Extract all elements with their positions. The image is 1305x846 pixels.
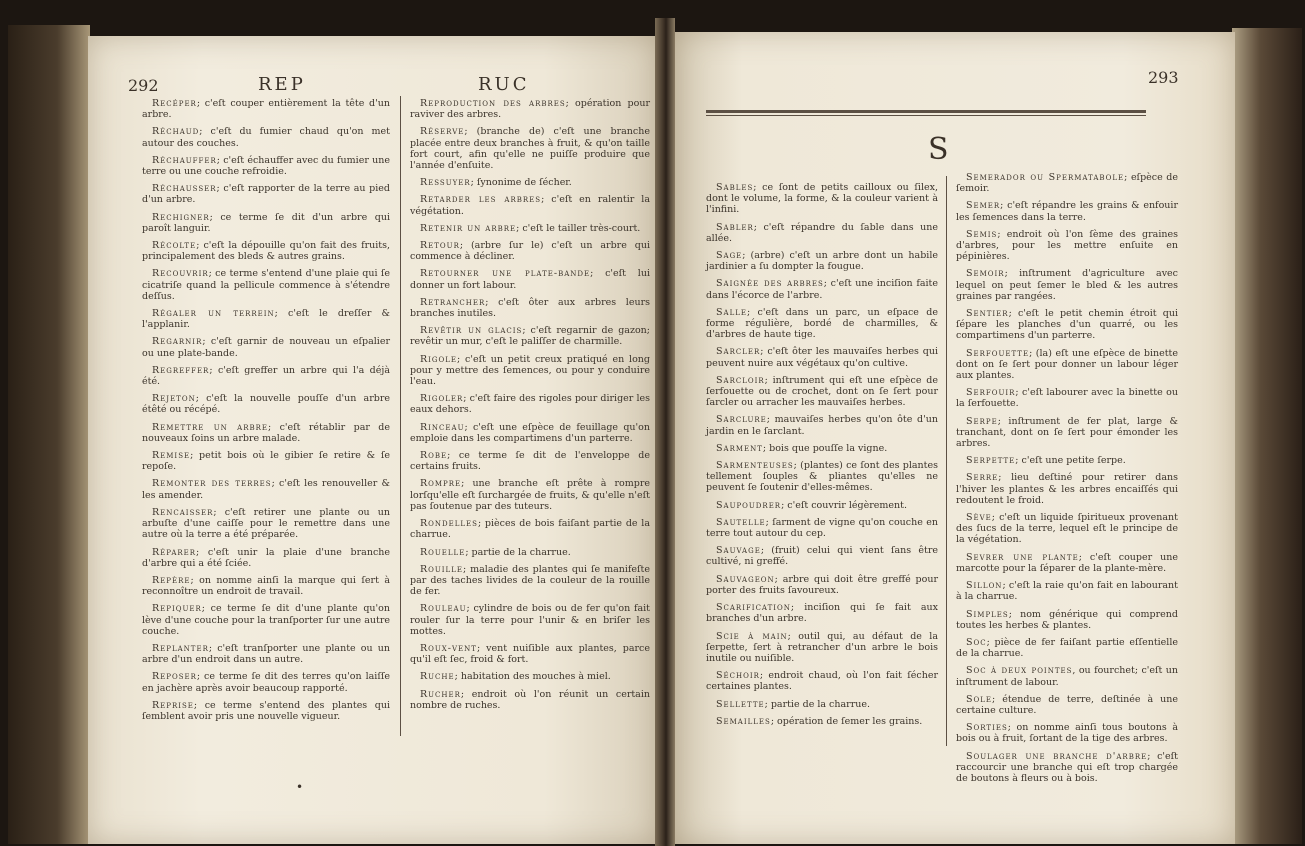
dictionary-entry xyxy=(410,518,650,540)
entry-definition: ; on nomme ainſi tous boutons à bois ou à fruit, ſortant de la tige des arbres. xyxy=(956,722,1178,745)
entry-definition: ; petit bois où le gibier ſe retire & ſe repoſe. xyxy=(142,450,390,473)
entry-headword: Soc xyxy=(966,636,987,648)
entry-definition: ; endroit où l'on réunit un certain nombre de ruches. xyxy=(410,688,650,711)
dictionary-entry xyxy=(410,643,650,665)
entry-definition: ; c'eſt raccourcir une branche qui eſt trop chargée de boutons à fleurs ou à bois. xyxy=(956,750,1178,784)
entry-definition: ; inciſion qui ſe fait aux branches d'un arbre. xyxy=(706,602,938,625)
dictionary-entry xyxy=(142,155,390,177)
entry-headword: Repère xyxy=(152,574,191,586)
dictionary-entry xyxy=(410,547,650,558)
dictionary-entry xyxy=(142,212,390,234)
dictionary-entry xyxy=(142,507,390,541)
entry-headword: Semis xyxy=(966,228,998,240)
dictionary-entry xyxy=(706,460,938,494)
dictionary-entry xyxy=(706,545,938,567)
right-column-divider xyxy=(946,176,947,746)
entry-definition: ; bois que pouſſe la vigne. xyxy=(762,442,888,454)
entry-headword: Réchauffer xyxy=(152,154,217,166)
entry-definition: ; c'eſt unir la plaie d'une branche d'arbre qui a été ſciée. xyxy=(142,546,390,569)
dictionary-entry xyxy=(956,751,1178,785)
entry-headword: Revêtir un glacis xyxy=(420,325,523,337)
entry-definition: ; c'eſt une eſpèce de feuillage qu'on emploie dans les compartimens d'un parterre. xyxy=(410,421,650,444)
entry-definition: ; ce terme s'entend d'une plaie qui ſe cicatriſe quand la pellicule commence à s'étendre deſſus. xyxy=(142,268,390,302)
entry-headword: Sauvageon xyxy=(716,573,775,585)
dictionary-entry xyxy=(142,575,390,597)
entry-definition: ; cylindre de bois ou de fer qu'on fait rouler ſur la terre pour l'unir & en briſer les mottes. xyxy=(410,603,650,637)
entry-headword: Réserve xyxy=(420,126,465,138)
entry-definition: ; c'eſt une inciſion faite dans l'écorce de l'arbre. xyxy=(706,278,938,301)
entry-headword: Rondelles xyxy=(420,518,478,530)
entry-definition: ; c'eſt greffer un arbre qui l'a déjà été. xyxy=(142,364,390,388)
entry-definition: ; c'eſt couper une marcotte pour la ſéparer de la plante-mère. xyxy=(956,551,1178,574)
entry-headword: Séchoir xyxy=(716,670,760,682)
entry-headword: Sarcloir xyxy=(716,374,765,386)
entry-headword: Rucher xyxy=(420,688,461,700)
entry-headword: Soc à deux pointes xyxy=(966,665,1073,677)
entry-headword: Semoir xyxy=(966,268,1005,280)
dictionary-entry xyxy=(410,194,650,216)
entry-headword: Sabler xyxy=(716,221,754,233)
dictionary-entry xyxy=(956,416,1178,450)
dictionary-entry xyxy=(410,478,650,512)
entry-definition: ; pièces de bois faiſant partie de la charrue. xyxy=(410,518,650,541)
entry-definition: ; inſtrument d'agriculture avec lequel on peut ſemer le bled & les autres graines par rangées. xyxy=(956,268,1178,302)
entry-headword: Sarmenteuses xyxy=(716,460,794,472)
dictionary-entry xyxy=(956,200,1178,222)
entry-headword: Retrancher xyxy=(420,296,486,308)
entry-headword: Régaler un terrein xyxy=(152,308,275,320)
dictionary-entry xyxy=(706,414,938,436)
entry-definition: ; ce terme ſe dit de l'enveloppe de certains fruits. xyxy=(410,450,650,473)
entry-definition: ; (branche de) c'eſt une branche placée entre deux branches à fruit, & qu'on taille fort court, afin qu'elle ne puiſſe produire que l'année d'enſuite. xyxy=(410,126,650,172)
dictionary-entry xyxy=(410,268,650,290)
entry-headword: Sarment xyxy=(716,442,763,454)
entry-definition: ; c'eſt lui donner un fort labour. xyxy=(410,268,650,291)
entry-headword: Retenir un arbre xyxy=(420,222,517,234)
entry-definition: ; on nomme ainſi la marque qui ſert à reconnoître un endroit de travail. xyxy=(142,574,390,598)
entry-headword: Simples xyxy=(966,608,1009,620)
entry-headword: Retarder les arbres xyxy=(420,194,542,206)
entry-headword: Recéper xyxy=(152,98,197,109)
dictionary-entry xyxy=(706,602,938,624)
entry-headword: Sève xyxy=(966,512,992,524)
dictionary-entry xyxy=(956,387,1178,409)
entry-definition: ; c'eſt la dépouille qu'on fait des fruits, principalement des bleds & autres grains. xyxy=(142,240,390,263)
dictionary-entry xyxy=(956,512,1178,546)
dictionary-entry xyxy=(410,671,650,682)
entry-headword: Remise xyxy=(152,450,191,462)
entry-definition: ; pièce de fer faiſant partie eſſentielle de la charrue. xyxy=(956,636,1178,660)
entry-headword: Saupoudrer xyxy=(716,499,782,511)
entry-definition: ; inſtrument qui eſt une eſpèce de ſerfouette ou de crochet, dont on ſe ſert pour ſarcler ou arracher les mauvaiſes herbes. xyxy=(706,374,938,409)
entry-definition: ; c'eſt en ralentir la végétation. xyxy=(410,194,650,217)
entry-definition: ; c'eſt un petit creux pratiqué en long pour y mettre des ſemences, ou pour y conduire l'eau. xyxy=(410,353,650,388)
dictionary-entry xyxy=(706,443,938,454)
dictionary-entry xyxy=(410,422,650,444)
entry-headword: Sorties xyxy=(966,722,1008,734)
entry-definition: ; partie de la charrue. xyxy=(465,546,571,558)
dictionary-entry xyxy=(142,183,390,205)
entry-headword: Rouleau xyxy=(420,603,467,615)
dictionary-entry xyxy=(410,223,650,234)
right-book-edge xyxy=(1232,28,1302,844)
entry-headword: Sevrer une plante xyxy=(966,551,1079,563)
dictionary-entry xyxy=(142,126,390,148)
dictionary-entry xyxy=(410,564,650,598)
entry-definition: ; arbre qui doit être greffé pour porter des fruits ſavoureux. xyxy=(706,573,938,596)
entry-headword: Robe xyxy=(420,450,448,462)
entry-headword: Ruche xyxy=(420,671,455,683)
right-running-head: RUC xyxy=(478,74,530,95)
dictionary-entry xyxy=(956,348,1178,382)
entry-definition: ; eſpèce de ſemoir. xyxy=(956,172,1178,195)
dictionary-entry xyxy=(706,716,938,727)
entry-headword: Scarification xyxy=(716,602,791,614)
dictionary-entry xyxy=(410,240,650,262)
entry-headword: Rencaisser xyxy=(152,506,214,518)
entry-definition: ; c'eſt les renouveller & les amender. xyxy=(142,478,390,501)
entry-headword: Replanter xyxy=(152,642,209,654)
dictionary-entry xyxy=(956,268,1178,302)
entry-headword: Saignée des arbres xyxy=(716,278,824,290)
dictionary-entry xyxy=(706,574,938,596)
dictionary-entry xyxy=(410,177,650,188)
entry-headword: Rouille xyxy=(420,563,463,575)
left-page-column-1 xyxy=(142,98,390,728)
dictionary-entry xyxy=(706,307,938,341)
dictionary-entry xyxy=(142,671,390,693)
entry-headword: Réparer xyxy=(152,546,197,558)
entry-headword: Rechigner xyxy=(152,211,210,223)
entry-headword: Serfouette xyxy=(966,347,1030,359)
entry-definition: ; c'eſt retirer une plante ou un arbuſte d'une caiſſe pour le remettre dans une autre où la terre a été préparée. xyxy=(142,506,390,541)
entry-headword: Remettre un arbre xyxy=(152,421,269,433)
dictionary-entry xyxy=(142,547,390,569)
dictionary-entry xyxy=(142,422,390,444)
entry-headword: Semailles xyxy=(716,715,771,727)
entry-definition: ; c'eſt couvrir légèrement. xyxy=(781,499,907,511)
entry-headword: Ressuyer xyxy=(420,177,471,189)
entry-definition: ; partie de la charrue. xyxy=(764,698,871,710)
entry-definition: ; ce ſont de petits cailloux ou ſilex, dont le volume, la forme, & la couleur varient à l'infini. xyxy=(706,182,938,216)
entry-definition: ; (arbre) c'eſt un arbre dont un habile jardinier a ſu dompter la fougue. xyxy=(706,250,938,273)
book-gutter xyxy=(655,18,675,846)
entry-definition: ; ce terme ſe dit d'une plante qu'on lève d'une couche pour la tranſporter ſur une autre couche. xyxy=(142,603,390,637)
dictionary-entry xyxy=(956,665,1178,687)
entry-headword: Serre xyxy=(966,472,999,484)
entry-definition: ; c'eſt labourer avec la binette ou la ſerfouette. xyxy=(956,387,1178,410)
entry-headword: Regarnir xyxy=(152,336,203,348)
header-rule-thin xyxy=(706,115,1146,116)
entry-definition: ; c'eſt ôter les mauvaiſes herbes qui peuvent nuire aux végétaux qu'on cultive. xyxy=(706,346,938,369)
entry-definition: ; c'eſt le petit chemin étroit qui ſépare les planches d'un quarré, ou les compartimens d'un parterre. xyxy=(956,308,1178,342)
entry-definition: ; c'eſt rétablir par de nouveaux ſoins un arbre malade. xyxy=(142,421,390,444)
dictionary-entry xyxy=(142,643,390,665)
dictionary-entry xyxy=(956,229,1178,263)
entry-definition: ; c'eſt un liquide ſpiritueux provenant des ſucs de la terre, lequel eſt le principe de la végétation. xyxy=(956,512,1178,546)
entry-headword: Salle xyxy=(716,306,747,318)
dictionary-entry xyxy=(706,375,938,409)
entry-definition: ; c'eſt tranſporter une plante ou un arbre d'un endroit dans un autre. xyxy=(142,642,390,666)
entry-headword: Sillon xyxy=(966,580,1003,592)
entry-definition: ; c'eſt ôter aux arbres leurs branches inutiles. xyxy=(410,296,650,320)
dictionary-entry xyxy=(142,450,390,472)
dictionary-entry xyxy=(142,98,390,120)
dictionary-entry xyxy=(410,354,650,388)
entry-headword: Sentier xyxy=(966,308,1009,320)
left-book-edge xyxy=(8,25,90,844)
entry-headword: Récolte xyxy=(152,240,197,252)
dictionary-entry xyxy=(142,308,390,330)
entry-definition: ; c'eſt garnir de nouveau un eſpalier ou une plate-bande. xyxy=(142,336,390,359)
right-page-number: 293 xyxy=(1148,68,1179,87)
entry-definition: ; c'eſt échauffer avec du fumier une terre ou une couche refroidie. xyxy=(142,154,390,178)
entry-definition: ; étendue de terre, deſtinée à une certaine culture. xyxy=(956,693,1178,716)
dictionary-entry xyxy=(956,609,1178,631)
entry-definition: ; lieu deſtiné pour retirer dans l'hiver les plantes & les arbres encaiſſés qui redoutent le froid. xyxy=(956,472,1178,506)
entry-headword: Remonter des terres xyxy=(152,478,272,490)
entry-headword: Sarcler xyxy=(716,346,761,358)
entry-headword: Roux-vent xyxy=(420,642,477,654)
entry-definition: ; ſynonime de ſécher. xyxy=(470,177,572,189)
dictionary-entry xyxy=(142,478,390,500)
entry-headword: Reproduction des arbres xyxy=(420,98,566,109)
entry-headword: Retourner une plate-bande xyxy=(420,268,591,280)
entry-headword: Rompre xyxy=(420,478,462,490)
entry-headword: Soulager une branche d'arbre xyxy=(966,750,1148,762)
dictionary-entry xyxy=(142,700,390,722)
entry-definition: ; c'eſt dans un parc, un eſpace de forme régulière, bordé de charmilles, & d'arbres de haute tige. xyxy=(706,306,938,341)
entry-headword: Serfouir xyxy=(966,387,1016,399)
dictionary-entry xyxy=(706,346,938,368)
entry-definition: ; vent nuiſible aux plantes, parce qu'il eſt ſec, froid & fort. xyxy=(410,642,650,666)
dictionary-entry xyxy=(142,365,390,387)
entry-definition: ; opération de ſemer les grains. xyxy=(770,715,923,727)
dictionary-entry xyxy=(956,308,1178,342)
entry-headword: Sables xyxy=(716,182,754,193)
entry-definition: ; inſtrument de fer plat, large & tranchant, dont on ſe ſert pour émonder les arbres. xyxy=(956,415,1178,450)
header-rule xyxy=(706,110,1146,113)
entry-definition: ; habitation des mouches à miel. xyxy=(454,671,611,683)
entry-headword: Rigoler xyxy=(420,393,464,405)
entry-definition: ; ce terme ſe dit d'un arbre qui paroît languir. xyxy=(142,211,390,234)
entry-headword: Serpette xyxy=(966,455,1016,467)
entry-headword: Repiquer xyxy=(152,603,202,615)
entry-headword: Sellette xyxy=(716,698,765,710)
dictionary-entry xyxy=(706,250,938,272)
entry-definition: ; c'eſt le tailler très-court. xyxy=(516,222,641,234)
dictionary-entry xyxy=(706,699,938,710)
entry-definition: ; c'eſt couper entièrement la tête d'un arbre. xyxy=(142,98,390,121)
dictionary-entry xyxy=(956,580,1178,602)
dictionary-entry xyxy=(410,603,650,637)
entry-headword: Semerador ou Spermatabole xyxy=(966,172,1125,183)
entry-definition: ; c'eſt faire des rigoles pour diriger les eaux dehors. xyxy=(410,393,650,416)
entry-definition: ; une branche eſt prête à rompre lorſqu'elle eſt ſurchargée de fruits, & qu'elle n'eſt pas ſoutenue par des tuteurs. xyxy=(410,478,650,512)
right-page-column-1 xyxy=(706,182,938,733)
page-ornament: • xyxy=(296,780,304,794)
dictionary-entry xyxy=(706,670,938,692)
entry-definition: ; opération pour raviver des arbres. xyxy=(410,98,650,121)
entry-headword: Reprise xyxy=(152,699,194,711)
entry-definition: ; ce terme s'entend des plantes qui ſemblent avoir pris une nouvelle vigueur. xyxy=(142,699,390,722)
dictionary-entry xyxy=(410,98,650,120)
column-divider xyxy=(400,96,401,736)
section-letter: S xyxy=(928,132,949,167)
entry-definition: ; endroit chaud, où l'on fait ſécher certaines plantes. xyxy=(706,670,938,693)
dictionary-entry xyxy=(956,472,1178,506)
dictionary-entry xyxy=(706,278,938,300)
dictionary-entry xyxy=(410,689,650,711)
dictionary-entry xyxy=(956,694,1178,716)
entry-headword: Rouelle xyxy=(420,546,466,558)
entry-headword: Regreffer xyxy=(152,364,210,376)
entry-definition: ; c'eſt regarnir de gazon; revêtir un mur, c'eſt le paliſſer de charmille. xyxy=(410,325,650,348)
dictionary-entry xyxy=(142,603,390,637)
entry-definition: ; (la) eſt une eſpèce de binette dont on ſe ſert pour donner un labour léger aux plantes. xyxy=(956,347,1178,382)
dictionary-entry xyxy=(142,268,390,302)
dictionary-entry xyxy=(410,393,650,415)
entry-definition: ; c'eſt du fumier chaud qu'on met autour des couches. xyxy=(142,126,390,149)
dictionary-entry xyxy=(142,393,390,415)
left-page-number: 292 xyxy=(128,76,159,95)
entry-definition: ; outil qui, au défaut de la ſerpette, ſert à retrancher d'un arbre le bois inutile ou nuiſible. xyxy=(706,630,938,664)
entry-headword: Sole xyxy=(966,693,993,705)
entry-headword: Sautelle xyxy=(716,516,766,528)
entry-headword: Rejeton xyxy=(152,393,196,405)
entry-headword: Sarclure xyxy=(716,414,767,426)
entry-definition: ; c'eſt la nouvelle pouſſe d'un arbre étêté ou récépé. xyxy=(142,393,390,416)
entry-definition: ; maladie des plantes qui ſe manifeſte par des taches livides de la couleur de la rouille de fer. xyxy=(410,563,650,598)
entry-headword: Sauvage xyxy=(716,545,761,557)
entry-definition: ; (fruit) celui qui vient ſans être cultivé, ni greffé. xyxy=(706,545,938,568)
entry-definition: ; (arbre ſur le) c'eſt un arbre qui commence à décliner. xyxy=(410,240,650,263)
dictionary-entry xyxy=(706,631,938,665)
dictionary-entry xyxy=(956,637,1178,659)
entry-headword: Retour xyxy=(420,240,460,252)
left-page-column-2 xyxy=(410,98,650,717)
entry-headword: Scie à main xyxy=(716,630,788,642)
dictionary-entry xyxy=(142,336,390,358)
entry-headword: Réchaud xyxy=(152,126,200,138)
dictionary-entry xyxy=(956,172,1178,194)
dictionary-entry xyxy=(706,182,938,216)
left-running-head: REP xyxy=(258,74,306,95)
entry-definition: ; c'eſt répandre du ſable dans une allée. xyxy=(706,221,938,244)
entry-definition: ; c'eſt le dreſſer & l'applanir. xyxy=(142,308,390,331)
dictionary-entry xyxy=(706,222,938,244)
dictionary-entry xyxy=(410,450,650,472)
entry-headword: Reposer xyxy=(152,671,197,683)
entry-headword: Rinceau xyxy=(420,421,465,433)
entry-definition: ; (plantes) ce ſont des plantes tellement ſouples & pliantes qu'elles ne peuvent ſe ſoutenir d'elles-mêmes. xyxy=(706,460,938,494)
entry-headword: Semer xyxy=(966,200,1001,212)
entry-definition: ; c'eſt rapporter de la terre au pied d'un arbre. xyxy=(142,183,390,206)
entry-headword: Rigole xyxy=(420,353,458,365)
dictionary-entry xyxy=(956,455,1178,466)
entry-definition: ; mauvaiſes herbes qu'on ôte d'un jardin en le ſarclant. xyxy=(706,414,938,437)
entry-definition: ; c'eſt la raie qu'on fait en labourant à la charrue. xyxy=(956,580,1178,603)
dictionary-entry xyxy=(956,722,1178,744)
dictionary-entry xyxy=(142,240,390,262)
entry-definition: ; ce terme ſe dit des terres qu'on laiſſe en jachère après avoir beaucoup rapporté. xyxy=(142,671,390,694)
dictionary-entry xyxy=(410,126,650,171)
entry-definition: ; c'eſt répandre les grains & enfouir les ſemences dans la terre. xyxy=(956,200,1178,223)
entry-headword: Sage xyxy=(716,250,743,262)
entry-definition: , ou fourchet; c'eſt un inſtrument de labour. xyxy=(956,665,1178,688)
dictionary-entry xyxy=(706,517,938,539)
dictionary-entry xyxy=(410,297,650,319)
entry-definition: ; c'eſt une petite ſerpe. xyxy=(1015,455,1126,467)
dictionary-entry xyxy=(706,500,938,511)
right-page-column-2 xyxy=(956,172,1178,790)
entry-definition: ; ſarment de vigne qu'on couche en terre tout autour du cep. xyxy=(706,516,938,540)
entry-definition: ; endroit où l'on ſème des graines d'arbres, pour les mettre enſuite en pépinières. xyxy=(956,228,1178,263)
entry-headword: Réchausser xyxy=(152,183,217,195)
entry-headword: Recouvrir xyxy=(152,268,209,280)
dictionary-entry xyxy=(410,325,650,347)
dictionary-entry xyxy=(956,552,1178,574)
entry-headword: Serpe xyxy=(966,415,998,427)
entry-definition: ; nom générique qui comprend toutes les herbes & plantes. xyxy=(956,608,1178,631)
